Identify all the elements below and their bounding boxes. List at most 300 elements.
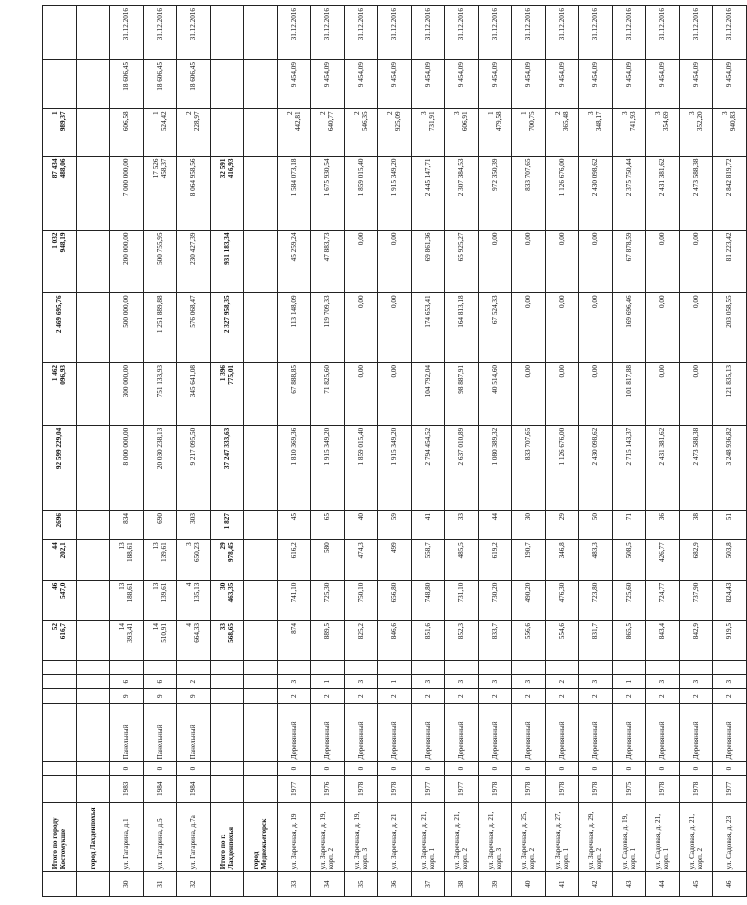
table-cell: ул. Заречная, д. 19, корп. 3 — [344, 802, 378, 872]
table-cell — [210, 775, 244, 802]
table-cell: 3 940,83 — [713, 109, 747, 156]
table-cell: 0,00 — [545, 362, 579, 425]
table-cell — [76, 872, 110, 897]
table-cell: 3 — [277, 674, 311, 689]
table-cell: 300 000,00 — [110, 362, 144, 425]
table-cell: 851,6 — [411, 621, 445, 661]
table-cell: 1977 — [411, 775, 445, 802]
table-cell: 52 616,7 — [43, 621, 77, 661]
table-cell: 0 — [478, 762, 512, 775]
table-cell: 843,4 — [646, 621, 680, 661]
table-cell — [244, 6, 278, 60]
table-cell: Деревянный — [378, 704, 412, 762]
table-cell: 9 454,09 — [277, 60, 311, 109]
table-cell — [244, 60, 278, 109]
table-cell: 31.12.2016 — [344, 6, 378, 60]
table-cell — [244, 540, 278, 580]
table-cell: 1 462 096,93 — [43, 362, 77, 425]
table-cell: 2 — [411, 689, 445, 704]
table-cell: ул. Заречная, д. 21, корп. 2 — [445, 802, 479, 872]
table-cell — [76, 60, 110, 109]
table-cell: 1978 — [579, 775, 613, 802]
table-cell: 38 — [679, 511, 713, 540]
table-cell: 3 248 936,82 — [713, 425, 747, 510]
table-cell: 38 — [445, 872, 479, 897]
table-cell: ул. Заречная, д. 19 — [277, 802, 311, 872]
table-row — [344, 6, 378, 897]
table-cell: 31.12.2016 — [177, 6, 211, 60]
table-cell — [43, 661, 77, 674]
table-cell — [445, 661, 479, 674]
table-cell: 39 — [478, 872, 512, 897]
table-cell: 846,6 — [378, 621, 412, 661]
table-row — [612, 6, 646, 897]
table-cell: 2 473 588,38 — [679, 156, 713, 230]
table-cell: 190,7 — [512, 540, 546, 580]
table-cell: 9 454,09 — [311, 60, 345, 109]
table-cell: 46 — [713, 872, 747, 897]
table-cell: 31 — [143, 872, 177, 897]
table-cell — [76, 704, 110, 762]
table-cell — [76, 540, 110, 580]
table-cell: 1 126 676,00 — [545, 156, 579, 230]
table-cell: 1 251 889,88 — [143, 293, 177, 363]
table-cell: 606,58 — [110, 109, 144, 156]
table-cell: Деревянный — [679, 704, 713, 762]
table-cell: 476,30 — [545, 580, 579, 620]
table-cell: Деревянный — [512, 704, 546, 762]
table-cell: ул. Заречная, д. 29, корп. 2 — [579, 802, 613, 872]
table-cell: 0 — [512, 762, 546, 775]
table-cell: 30 — [512, 511, 546, 540]
table-cell — [76, 156, 110, 230]
table-cell: 18 606,45 — [110, 60, 144, 109]
table-cell — [76, 109, 110, 156]
table-cell: 17 526 458,37 — [143, 156, 177, 230]
table-cell — [110, 661, 144, 674]
table-cell: 13 139,61 — [143, 580, 177, 620]
table-cell — [411, 661, 445, 674]
table-cell: 0 — [679, 762, 713, 775]
table-cell: 824,43 — [713, 580, 747, 620]
table-cell: 0 — [545, 762, 579, 775]
table-cell: 9 454,09 — [512, 60, 546, 109]
table-cell: 1 — [378, 674, 412, 689]
table-cell — [277, 661, 311, 674]
table-cell: Деревянный — [545, 704, 579, 762]
table-cell: 619,2 — [478, 540, 512, 580]
table-cell: 6 — [143, 674, 177, 689]
table-cell: ул. Заречная, д. 25, корп. 2 — [512, 802, 546, 872]
table-cell — [177, 661, 211, 674]
table-cell: 9 454,09 — [646, 60, 680, 109]
table-cell: 723,80 — [579, 580, 613, 620]
table-cell — [244, 580, 278, 620]
table-cell: 1978 — [545, 775, 579, 802]
table-cell: Деревянный — [646, 704, 680, 762]
table-cell: 503,8 — [713, 540, 747, 580]
table-cell: 1 584 073,18 — [277, 156, 311, 230]
total-row — [43, 6, 77, 897]
table-cell: 831,7 — [579, 621, 613, 661]
table-cell — [43, 762, 77, 775]
table-cell: 31.12.2016 — [445, 6, 479, 60]
table-cell: 40 514,60 — [478, 362, 512, 425]
table-cell: 0,00 — [378, 293, 412, 363]
table-cell: 9 454,09 — [378, 60, 412, 109]
table-cell: 0 — [713, 762, 747, 775]
table-cell: 13 188,61 — [110, 580, 144, 620]
table-cell: 45 — [679, 872, 713, 897]
table-cell: 1978 — [646, 775, 680, 802]
table-cell: 1 989,37 — [43, 109, 77, 156]
table-cell: Деревянный — [713, 704, 747, 762]
table-cell — [579, 661, 613, 674]
table-cell: 3 650,23 — [177, 540, 211, 580]
table-cell: 556,6 — [512, 621, 546, 661]
table-cell: Деревянный — [478, 704, 512, 762]
table-cell: 164 813,18 — [445, 293, 479, 363]
table-cell — [76, 230, 110, 293]
table-cell: ул. Заречная, д. 21 — [378, 802, 412, 872]
table-cell — [244, 293, 278, 363]
table-cell: 29 — [545, 511, 579, 540]
table-cell — [244, 621, 278, 661]
table-cell — [76, 775, 110, 802]
table-cell: Деревянный — [277, 704, 311, 762]
table-cell: 2 — [378, 689, 412, 704]
table-cell: 13 139,61 — [143, 540, 177, 580]
table-cell — [43, 674, 77, 689]
table-cell: 0 — [110, 762, 144, 775]
table-cell: 2 546,35 — [344, 109, 378, 156]
table-cell — [76, 362, 110, 425]
table-cell — [210, 6, 244, 60]
table-cell: 499 — [378, 540, 412, 580]
table-cell: 0 — [143, 762, 177, 775]
table-cell: 71 825,60 — [311, 362, 345, 425]
table-cell: 3 731,91 — [411, 109, 445, 156]
table-cell: 750,10 — [344, 580, 378, 620]
table-cell: 2 — [311, 689, 345, 704]
table-cell: 0 — [344, 762, 378, 775]
table-cell — [244, 511, 278, 540]
table-cell: 101 817,88 — [612, 362, 646, 425]
table-cell: 2 430 098,62 — [579, 156, 613, 230]
table-cell: 0,00 — [478, 230, 512, 293]
table-cell: 490,20 — [512, 580, 546, 620]
table-cell: 81 223,42 — [713, 230, 747, 293]
table-cell — [76, 511, 110, 540]
table-cell: ул. Гагарина, д.1 — [110, 802, 144, 872]
table-cell — [244, 661, 278, 674]
table-cell: 3 — [344, 674, 378, 689]
table-cell: 1 126 676,00 — [545, 425, 579, 510]
table-cell: 3 741,93 — [612, 109, 646, 156]
table-cell: ул. Садовая, д. 21, корп. 2 — [679, 802, 713, 872]
table-row — [579, 6, 613, 897]
table-cell: 2 431 381,62 — [646, 156, 680, 230]
table-cell — [512, 661, 546, 674]
table-cell: 30 463,35 — [210, 580, 244, 620]
table-cell: 0 — [411, 762, 445, 775]
table-cell: 1976 — [311, 775, 345, 802]
table-cell: 741,10 — [277, 580, 311, 620]
table-cell: 33 — [277, 872, 311, 897]
table-cell: 0,00 — [579, 362, 613, 425]
table-cell: 1 915 349,20 — [378, 156, 412, 230]
table-cell — [244, 872, 278, 897]
table-row — [311, 6, 345, 897]
table-cell: 42 — [579, 872, 613, 897]
table-cell: 113 148,09 — [277, 293, 311, 363]
table-cell: 865,5 — [612, 621, 646, 661]
table-cell — [210, 60, 244, 109]
table-cell: Деревянный — [411, 704, 445, 762]
table-cell: 29 978,45 — [210, 540, 244, 580]
table-cell — [612, 661, 646, 674]
table-cell: 2 — [612, 689, 646, 704]
table-cell: 0 — [277, 762, 311, 775]
table-row — [110, 6, 144, 897]
total-row — [210, 6, 244, 897]
table-cell: 119 709,33 — [311, 293, 345, 363]
table-cell — [76, 425, 110, 510]
table-cell: 3 354,69 — [646, 109, 680, 156]
table-body — [43, 6, 747, 897]
table-cell: 51 — [713, 511, 747, 540]
table-cell: 6 — [110, 674, 144, 689]
table-cell: 9 — [110, 689, 144, 704]
table-cell: 0 — [579, 762, 613, 775]
table-cell: 31.12.2016 — [612, 6, 646, 60]
table-cell: ул. Гагарина, д.5 — [143, 802, 177, 872]
table-cell: 3 606,91 — [445, 109, 479, 156]
table-cell: 682,9 — [679, 540, 713, 580]
table-cell: 1977 — [277, 775, 311, 802]
housing-repair-table — [42, 5, 747, 897]
table-cell: 31.12.2016 — [143, 6, 177, 60]
table-cell — [43, 689, 77, 704]
table-cell: 31.12.2016 — [478, 6, 512, 60]
table-cell: 87 434 488,06 — [43, 156, 77, 230]
table-cell: 2 — [679, 689, 713, 704]
table-cell: 9 454,09 — [344, 60, 378, 109]
table-cell: 2 327 958,35 — [210, 293, 244, 363]
table-cell: 37 247 333,63 — [210, 425, 244, 510]
table-cell: 59 — [378, 511, 412, 540]
table-cell: 1 810 369,36 — [277, 425, 311, 510]
table-cell: ул. Заречная, д. 19, корп. 2 — [311, 802, 345, 872]
table-cell — [210, 674, 244, 689]
table-cell: 2 — [579, 689, 613, 704]
table-cell: 44 202,1 — [43, 540, 77, 580]
table-cell: 751 133,93 — [143, 362, 177, 425]
table-cell: 2 — [545, 689, 579, 704]
table-cell: 1 675 930,54 — [311, 156, 345, 230]
table-row — [713, 6, 747, 897]
table-cell: 43 — [612, 872, 646, 897]
table-cell: 1978 — [378, 775, 412, 802]
table-cell: 833 707,65 — [512, 156, 546, 230]
table-cell — [378, 661, 412, 674]
table-cell: 40 — [512, 872, 546, 897]
table-cell: 656,80 — [378, 580, 412, 620]
table-cell — [43, 6, 77, 60]
table-cell: 0,00 — [579, 230, 613, 293]
table-cell: 2 469 695,76 — [43, 293, 77, 363]
table-cell: 40 — [344, 511, 378, 540]
table-cell: 2 — [646, 689, 680, 704]
table-cell: 690 — [143, 511, 177, 540]
table-cell: 0,00 — [646, 293, 680, 363]
table-cell: 3 — [646, 674, 680, 689]
table-cell: 0,00 — [679, 362, 713, 425]
table-cell: 1983 — [110, 775, 144, 802]
table-cell — [244, 762, 278, 775]
table-cell: 1 479,58 — [478, 109, 512, 156]
table-cell: 3 — [579, 674, 613, 689]
table-row — [512, 6, 546, 897]
table-cell — [210, 689, 244, 704]
table-cell: 1977 — [445, 775, 479, 802]
table-cell — [244, 156, 278, 230]
table-cell: 825,2 — [344, 621, 378, 661]
table-cell: 1 032 948,19 — [43, 230, 77, 293]
table-row — [478, 6, 512, 897]
table-cell: 50 — [579, 511, 613, 540]
table-cell: 203 058,55 — [713, 293, 747, 363]
table-row — [378, 6, 412, 897]
table-cell — [76, 293, 110, 363]
table-cell: Итого по городу Костомукше — [43, 802, 77, 872]
table-cell: 2 925,09 — [378, 109, 412, 156]
table-cell: 1 915 349,20 — [311, 425, 345, 510]
table-cell: 931 183,34 — [210, 230, 244, 293]
table-cell: ул. Заречная, д. 27, корп. 1 — [545, 802, 579, 872]
table-cell: 2 — [545, 674, 579, 689]
table-cell: 32 — [177, 872, 211, 897]
table-cell: 558,7 — [411, 540, 445, 580]
table-cell: Панельный — [110, 704, 144, 762]
table-cell: 67 888,85 — [277, 362, 311, 425]
table-cell: Панельный — [177, 704, 211, 762]
table-cell — [76, 621, 110, 661]
table-cell: 4 135,13 — [177, 580, 211, 620]
table-cell: 13 188,61 — [110, 540, 144, 580]
table-cell: 2 365,48 — [545, 109, 579, 156]
table-cell — [210, 661, 244, 674]
table-cell — [344, 661, 378, 674]
table-cell — [244, 704, 278, 762]
table-cell: 1 — [612, 674, 646, 689]
table-row — [646, 6, 680, 897]
table-cell: 69 861,36 — [411, 230, 445, 293]
table-cell: 3 348,17 — [579, 109, 613, 156]
table-cell — [43, 872, 77, 897]
table-cell: 121 835,13 — [713, 362, 747, 425]
table-cell: 485,5 — [445, 540, 479, 580]
table-cell: 2 — [445, 689, 479, 704]
table-cell: 9 454,09 — [478, 60, 512, 109]
table-cell: 67 524,33 — [478, 293, 512, 363]
table-cell: 616,2 — [277, 540, 311, 580]
table-cell: 31.12.2016 — [545, 6, 579, 60]
table-cell — [244, 230, 278, 293]
table-cell: 889,5 — [311, 621, 345, 661]
table-cell: 724,77 — [646, 580, 680, 620]
table-row — [545, 6, 579, 897]
table-cell: 9 454,09 — [679, 60, 713, 109]
table-cell — [43, 704, 77, 762]
table-cell: 31.12.2016 — [713, 6, 747, 60]
table-cell: 1978 — [679, 775, 713, 802]
table-cell: 41 — [411, 511, 445, 540]
table-cell: 426,77 — [646, 540, 680, 580]
city-heading-row — [76, 6, 110, 897]
table-cell: 1977 — [713, 775, 747, 802]
table-cell: 0,00 — [512, 293, 546, 363]
table-cell: 1 080 389,32 — [478, 425, 512, 510]
table-row — [177, 6, 211, 897]
table-cell — [679, 661, 713, 674]
table-cell: 2 — [344, 689, 378, 704]
table-cell — [43, 775, 77, 802]
table-cell: 71 — [612, 511, 646, 540]
table-cell: 174 653,41 — [411, 293, 445, 363]
table-cell: 2 442,81 — [277, 109, 311, 156]
table-cell: 345 641,08 — [177, 362, 211, 425]
table-cell: 9 454,09 — [411, 60, 445, 109]
table-cell: 3 — [713, 674, 747, 689]
table-cell: Деревянный — [579, 704, 613, 762]
table-cell — [210, 704, 244, 762]
table-cell: 483,3 — [579, 540, 613, 580]
table-cell: 1984 — [177, 775, 211, 802]
table-cell: 65 — [311, 511, 345, 540]
table-cell: 0,00 — [646, 230, 680, 293]
table-cell: 92 599 229,04 — [43, 425, 77, 510]
table-cell: Деревянный — [612, 704, 646, 762]
table-cell: 2 — [277, 689, 311, 704]
table-cell: 31.12.2016 — [512, 6, 546, 60]
table-row — [445, 6, 479, 897]
table-cell — [210, 109, 244, 156]
table-cell: 9 — [143, 689, 177, 704]
table-cell: ул. Заречная, д. 21, корп. 3 — [478, 802, 512, 872]
table-cell: 580 — [311, 540, 345, 580]
table-cell: 730,20 — [478, 580, 512, 620]
table-cell: 2 — [478, 689, 512, 704]
table-cell: 2696 — [43, 511, 77, 540]
table-cell: ул. Гагарина, д.7а — [177, 802, 211, 872]
table-cell: 874 — [277, 621, 311, 661]
table-cell: 33 568,65 — [210, 621, 244, 661]
table-cell: 2 473 588,38 — [679, 425, 713, 510]
table-cell: 2 445 147,71 — [411, 156, 445, 230]
table-cell: ул. Садовая, д. 19, корп. 1 — [612, 802, 646, 872]
table-cell: 1978 — [478, 775, 512, 802]
table-cell: 2 228,97 — [177, 109, 211, 156]
table-cell: 1978 — [512, 775, 546, 802]
table-cell: 2 637 010,89 — [445, 425, 479, 510]
table-cell — [478, 661, 512, 674]
table-cell: 44 — [478, 511, 512, 540]
city-heading-row — [244, 6, 278, 897]
table-cell: 1 — [311, 674, 345, 689]
table-cell: Итого по г. Лахденпохья — [210, 802, 244, 872]
table-cell — [545, 661, 579, 674]
